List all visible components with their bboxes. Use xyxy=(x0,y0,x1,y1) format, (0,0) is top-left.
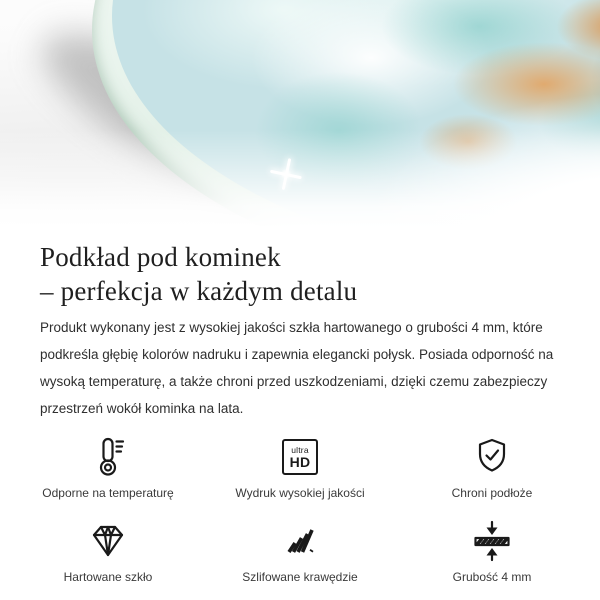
feature-polished-edges xyxy=(204,518,396,584)
sparkle-core xyxy=(280,168,292,180)
ultra-hd-icon xyxy=(282,434,318,480)
ultra-hd-text-bottom: HD xyxy=(289,453,311,470)
feature-label: Wydruk wysokiej jakości xyxy=(235,486,365,500)
feature-thickness xyxy=(396,518,588,584)
polished-edges-icon xyxy=(278,518,322,564)
feature-temperature xyxy=(12,434,204,500)
feature-protects-floor xyxy=(396,434,588,500)
thermometer-icon xyxy=(86,434,130,480)
feature-tempered-glass xyxy=(12,518,204,584)
product-hero-image xyxy=(0,0,600,232)
thickness-icon xyxy=(470,518,514,564)
feature-label: Hartowane szkło xyxy=(63,570,153,584)
product-info-section xyxy=(0,240,600,422)
page-title xyxy=(40,240,560,308)
feature-grid xyxy=(0,434,600,584)
diamond-icon xyxy=(86,518,130,564)
feature-label: Chroni podłoże xyxy=(451,486,533,500)
page-title-line2: – perfekcja w każdym detalu xyxy=(40,276,358,306)
product-description: Produkt wykonany jest z wysokiej jakości szkła hartowanego o grubości 4 mm, które podkreśla głębię kolorów nadruku i zapewnia elegancki połysk. Posiada odporność na wysoką temperaturę, a także chroni przed uszkodzeniami, dzięki czemu zabezpieczy przestrzeń wokół kominka na lata. xyxy=(40,320,554,416)
feature-label: Odporne na temperaturę xyxy=(42,486,174,500)
sparkle-icon xyxy=(267,155,305,193)
page-title-line1: Podkład pod kominek xyxy=(40,242,281,272)
shield-check-icon xyxy=(470,434,514,480)
white-fade-overlay xyxy=(0,0,600,232)
ultra-hd-text-top: ultra xyxy=(291,444,309,455)
feature-label: Grubość 4 mm xyxy=(452,570,532,584)
feature-label: Szlifowane krawędzie xyxy=(242,570,358,584)
feature-print-quality xyxy=(204,434,396,500)
